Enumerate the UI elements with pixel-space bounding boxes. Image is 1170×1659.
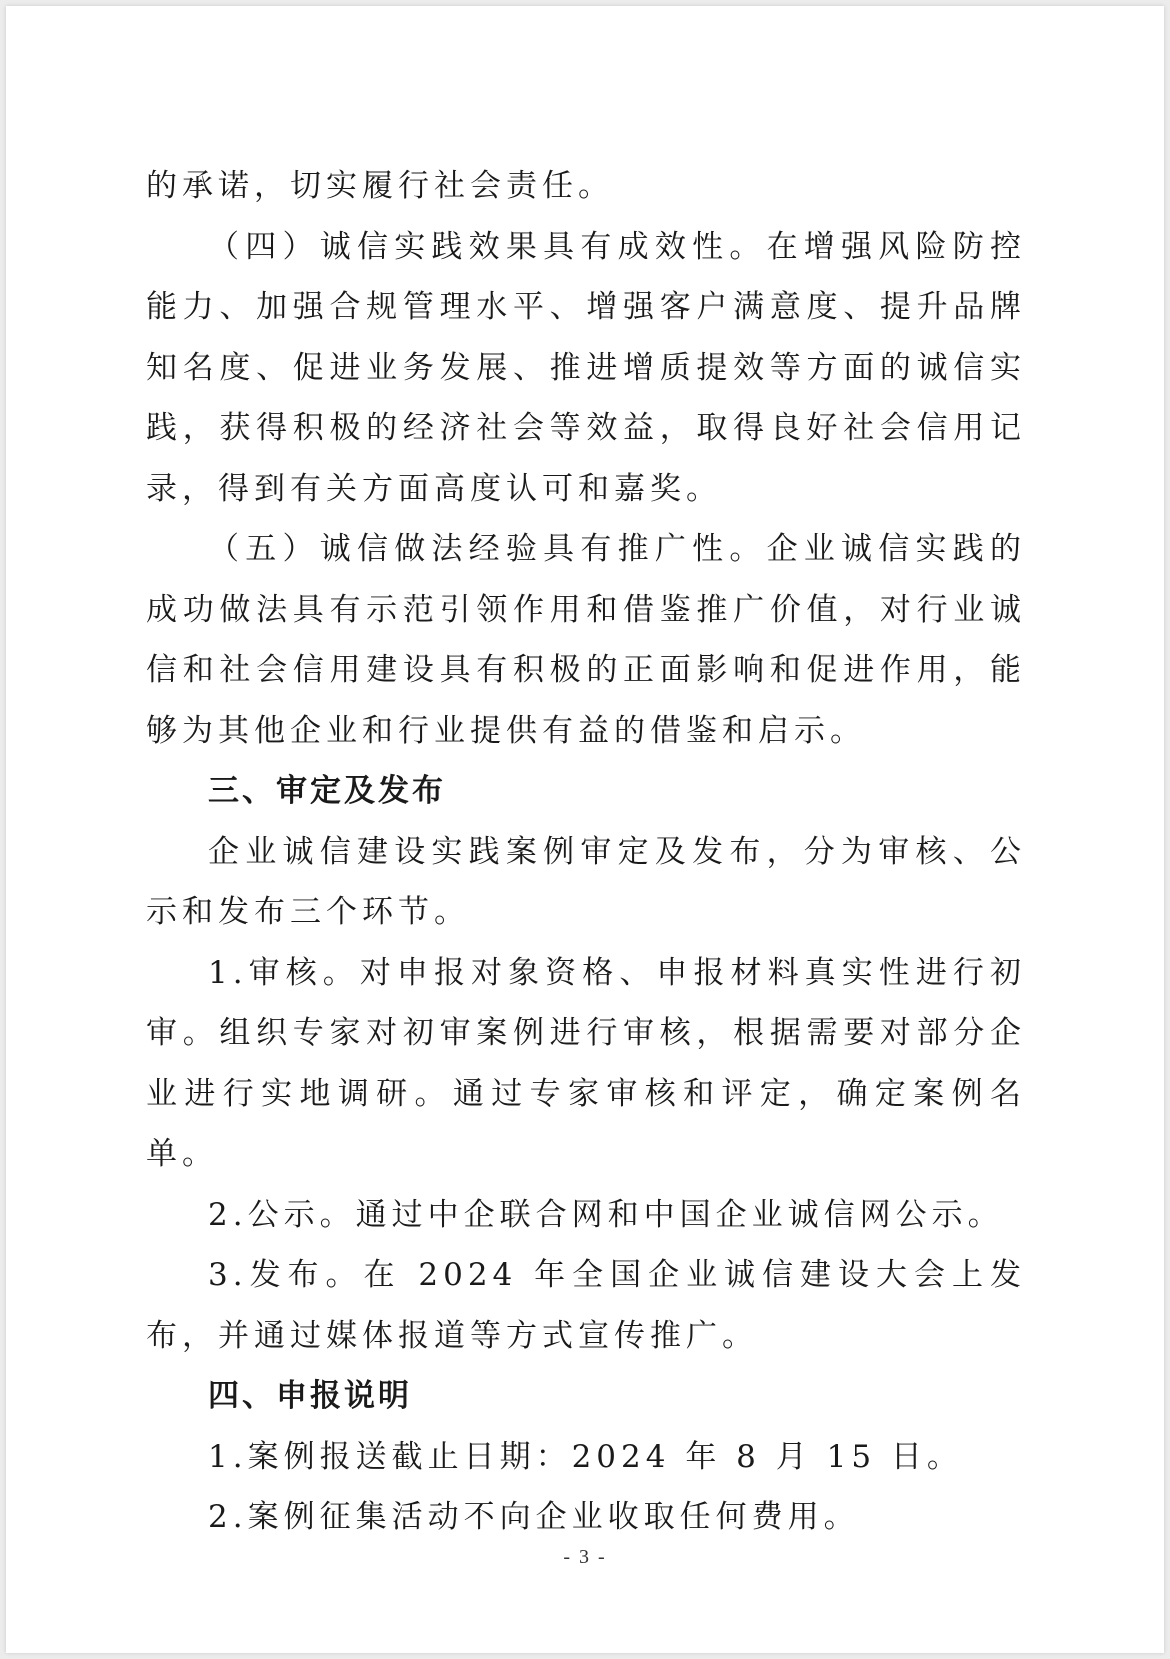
paragraph-note-deadline: 1.案例报送截止日期：2024 年 8 月 15 日。 xyxy=(208,1438,963,1475)
section-heading-review-and-release: 三、审定及发布 xyxy=(208,773,446,809)
paragraph-commitment-tail: 的承诺，切实履行社会责任。 xyxy=(146,168,614,204)
paragraph-criterion-five: （五）诚信做法经验具有推广性。企业诚信实践的成功做法具有示范引领作用和借鉴推广价值，对行业诚信和社会信用建设具有积极的正面影响和促进作用，能够为其他企业和行业提供有益的借鉴和启示。 xyxy=(146,531,1026,749)
document-body xyxy=(146,156,1026,1548)
paragraph-step-review: 1.审核。对申报对象资格、申报材料真实性进行初审。组织专家对初审案例进行审核，根据需要对部分企业进行实地调研。通过专家审核和评定，确定案例名单。 xyxy=(146,954,1026,1172)
paragraph-step-release: 3.发布。在 2024 年全国企业诚信建设大会上发布，并通过媒体报道等方式宣传推广。 xyxy=(146,1257,1026,1354)
paragraph-step-publicity: 2.公示。通过中企联合网和中国企业诚信网公示。 xyxy=(208,1196,1004,1233)
paragraph-note-no-fees: 2.案例征集活动不向企业收取任何费用。 xyxy=(208,1499,860,1535)
paragraph-criterion-four: （四）诚信实践效果具有成效性。在增强风险防控能力、加强合规管理水平、增强客户满意度、提升品牌知名度、促进业务发展、推进增质提效等方面的诚信实践，获得积极的经济社会等效益，取得良好社会信用记录，得到有关方面高度认可和嘉奖。 xyxy=(146,228,1026,507)
paragraph-review-overview: 企业诚信建设实践案例审定及发布，分为审核、公示和发布三个环节。 xyxy=(146,833,1026,930)
document-page xyxy=(6,6,1164,1653)
section-heading-application-notes: 四、申报说明 xyxy=(208,1378,412,1414)
page-number: - 3 - xyxy=(563,1546,607,1568)
